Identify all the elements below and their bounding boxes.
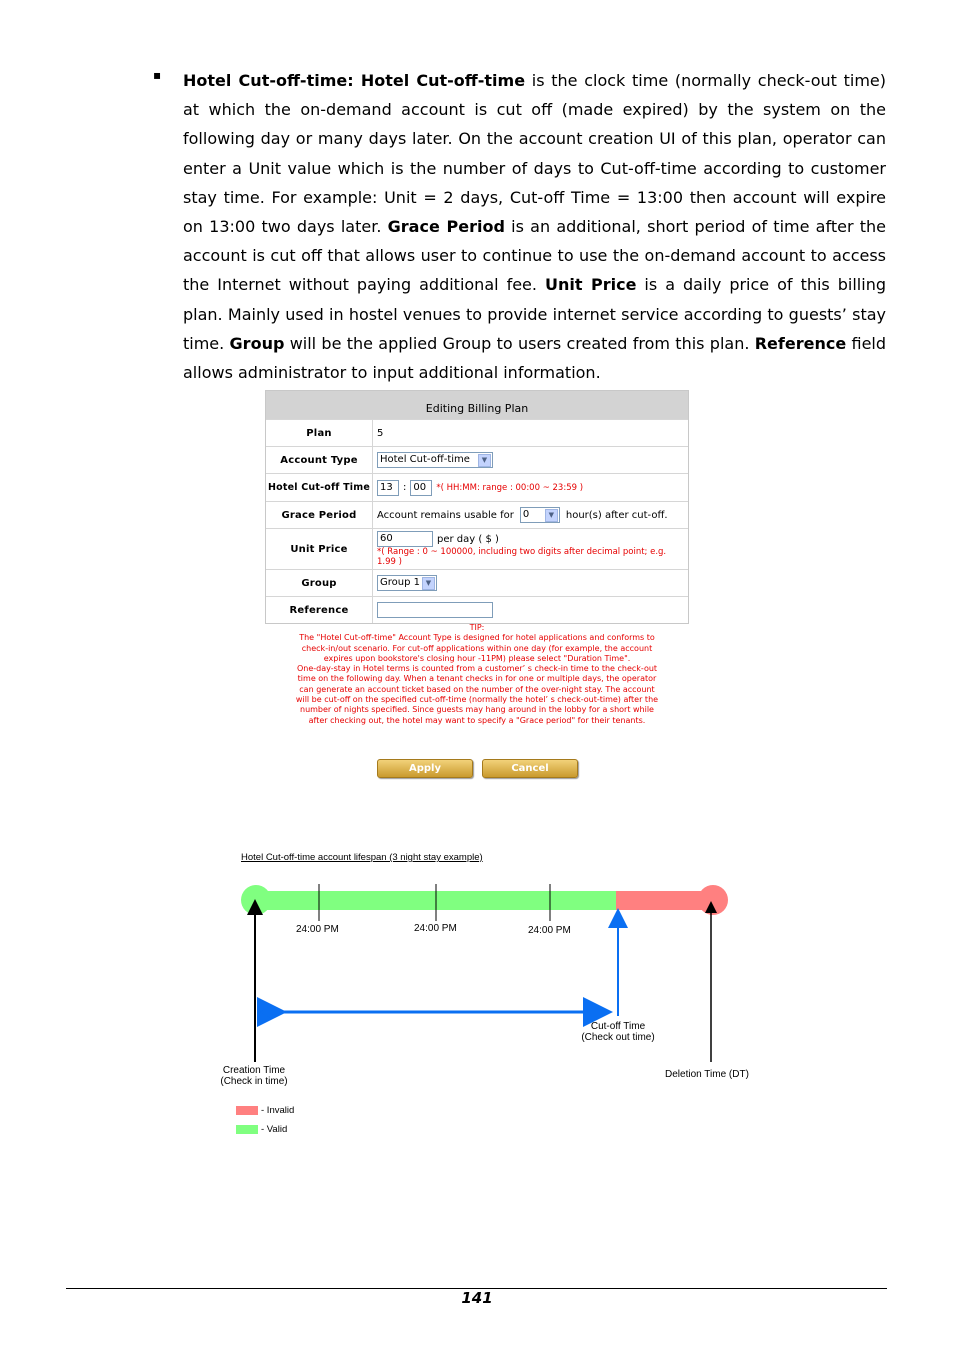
- text-segment: field allows administrator to input additional information.: [183, 333, 887, 383]
- grace-prefix: Account remains usable for: [377, 509, 514, 521]
- term-unit-price: Unit Price: [544, 275, 637, 295]
- chevron-down-icon: ▼: [545, 509, 558, 522]
- tip-line: time on the following day. When a tenant checks in for one or multiple days, the operator: [297, 674, 657, 684]
- cutoff-time-label: [578, 1021, 658, 1043]
- tip-line: The "Hotel Cut-off-time" Account Type is designed for hotel applications and conforms to: [299, 633, 655, 643]
- legend-valid-swatch: [236, 1125, 258, 1134]
- legend-invalid-swatch: [236, 1106, 258, 1115]
- term-group: Group: [229, 333, 285, 353]
- creation-time-label: [216, 1065, 292, 1087]
- cutoff-line-1: Cut-off Time: [590, 1021, 646, 1032]
- chevron-down-icon: ▼: [478, 454, 491, 467]
- cutoff-separator: :: [403, 482, 407, 493]
- page-number: 141: [461, 1289, 493, 1307]
- group-label: Group: [266, 570, 373, 596]
- cutoff-line-2: (Check out time): [581, 1032, 655, 1043]
- term-grace-period: Grace Period: [387, 217, 505, 237]
- cutoff-label: Hotel Cut-off Time: [266, 474, 373, 501]
- grace-suffix: hour(s) after cut-off.: [565, 509, 668, 521]
- tip-line: check-in/out scenario. For cut-off applications within one day (for example, the account: [301, 643, 653, 653]
- price-label: Unit Price: [266, 529, 373, 569]
- group-value: Group 1: [380, 577, 420, 588]
- stay-span-arrowhead-left: [260, 1005, 272, 1019]
- deletion-time-label: Deletion Time (DT): [665, 1069, 749, 1080]
- grace-label: Grace Period: [266, 502, 373, 528]
- tip-line: can generate an account ticket based on the number of the over-night stay. The account: [299, 684, 655, 694]
- tip-line: after checking out, the hotel may want to specify a "Grace period" for their tenants.: [308, 715, 646, 725]
- deletion-node: [698, 885, 728, 915]
- grace-value: 0: [522, 509, 530, 520]
- plan-value: 5: [377, 427, 384, 439]
- tip-line: TIP:: [469, 623, 485, 632]
- cancel-button[interactable]: Cancel: [482, 759, 578, 778]
- account-type-label: Account Type: [266, 447, 373, 473]
- apply-button[interactable]: Apply: [377, 759, 473, 778]
- tip-line: number of nights specified. Since guests may hang around in the lobby for a short while: [300, 705, 654, 715]
- text-segment: is a daily price of this billing plan. Mainly used in hostel venues to provide internet service according to guests’ stay time.: [183, 275, 886, 353]
- plan-label: Plan: [266, 420, 373, 446]
- tick-label-2: 24:00 PM: [414, 923, 457, 934]
- term-hotel-cutoff: Hotel Cut-off-time: Hotel Cut-off-time: [183, 71, 526, 90]
- form-title: Editing Billing Plan: [266, 391, 688, 419]
- bullet-marker: ▪: [153, 68, 162, 82]
- creation-line-1: Creation Time: [222, 1065, 286, 1076]
- text-segment: will be the applied Group to users created from this plan.: [284, 333, 755, 353]
- tick-label-3: 24:00 PM: [528, 925, 571, 936]
- tip-line: will be cut-off on the specified cut-off-time (normally the hotel’ s check-out-time) after the: [295, 695, 659, 705]
- cutoff-minute-input[interactable]: 00: [410, 480, 432, 496]
- price-input[interactable]: 60: [377, 531, 433, 547]
- text-segment: is the clock time (normally check-out time) at which the on-demand account is cut off (made expired) by the system on the following day or many days later. On the account creation UI of this plan, operator can enter a Unit value which is the number of days to Cut-off-time according to customer stay time. For example: Unit = 2 days, Cut-off Time = 13:00 then account will expire on 13:00 two days later.: [183, 71, 887, 237]
- diagram-title: Hotel Cut-off-time account lifespan (3 night stay example): [241, 852, 483, 863]
- price-suffix: per day ( $ ): [437, 533, 499, 545]
- tick-label-1: 24:00 PM: [296, 924, 339, 935]
- legend-valid-label: - Valid: [261, 1124, 288, 1135]
- legend-invalid-label: - Invalid: [261, 1105, 295, 1116]
- cutoff-hour-input[interactable]: 13: [377, 480, 399, 496]
- creation-line-2: (Check in time): [220, 1076, 288, 1087]
- chevron-down-icon: ▼: [422, 577, 435, 590]
- term-reference: Reference: [754, 333, 847, 353]
- cutoff-hint: *( HH:MM: range : 00:00 ~ 23:59 ): [436, 482, 584, 493]
- account-type-value: Hotel Cut-off-time: [380, 454, 470, 465]
- text-segment: is an additional, short period of time after the account is cut off that allows user to continue to use the on-demand account to access the Internet without paying additional fee.: [183, 217, 886, 295]
- reference-label: Reference: [266, 597, 373, 623]
- tip-line: One-day-stay in Hotel terms is counted from a customer’ s check-in time to the check-out: [296, 664, 658, 674]
- tip-line: expires upon bookstore's closing hour -11PM) please select "Duration Time".: [323, 653, 631, 663]
- price-hint: *( Range : 0 ~ 100000, including two digits after decimal point; e.g. 1.99 ): [377, 547, 667, 567]
